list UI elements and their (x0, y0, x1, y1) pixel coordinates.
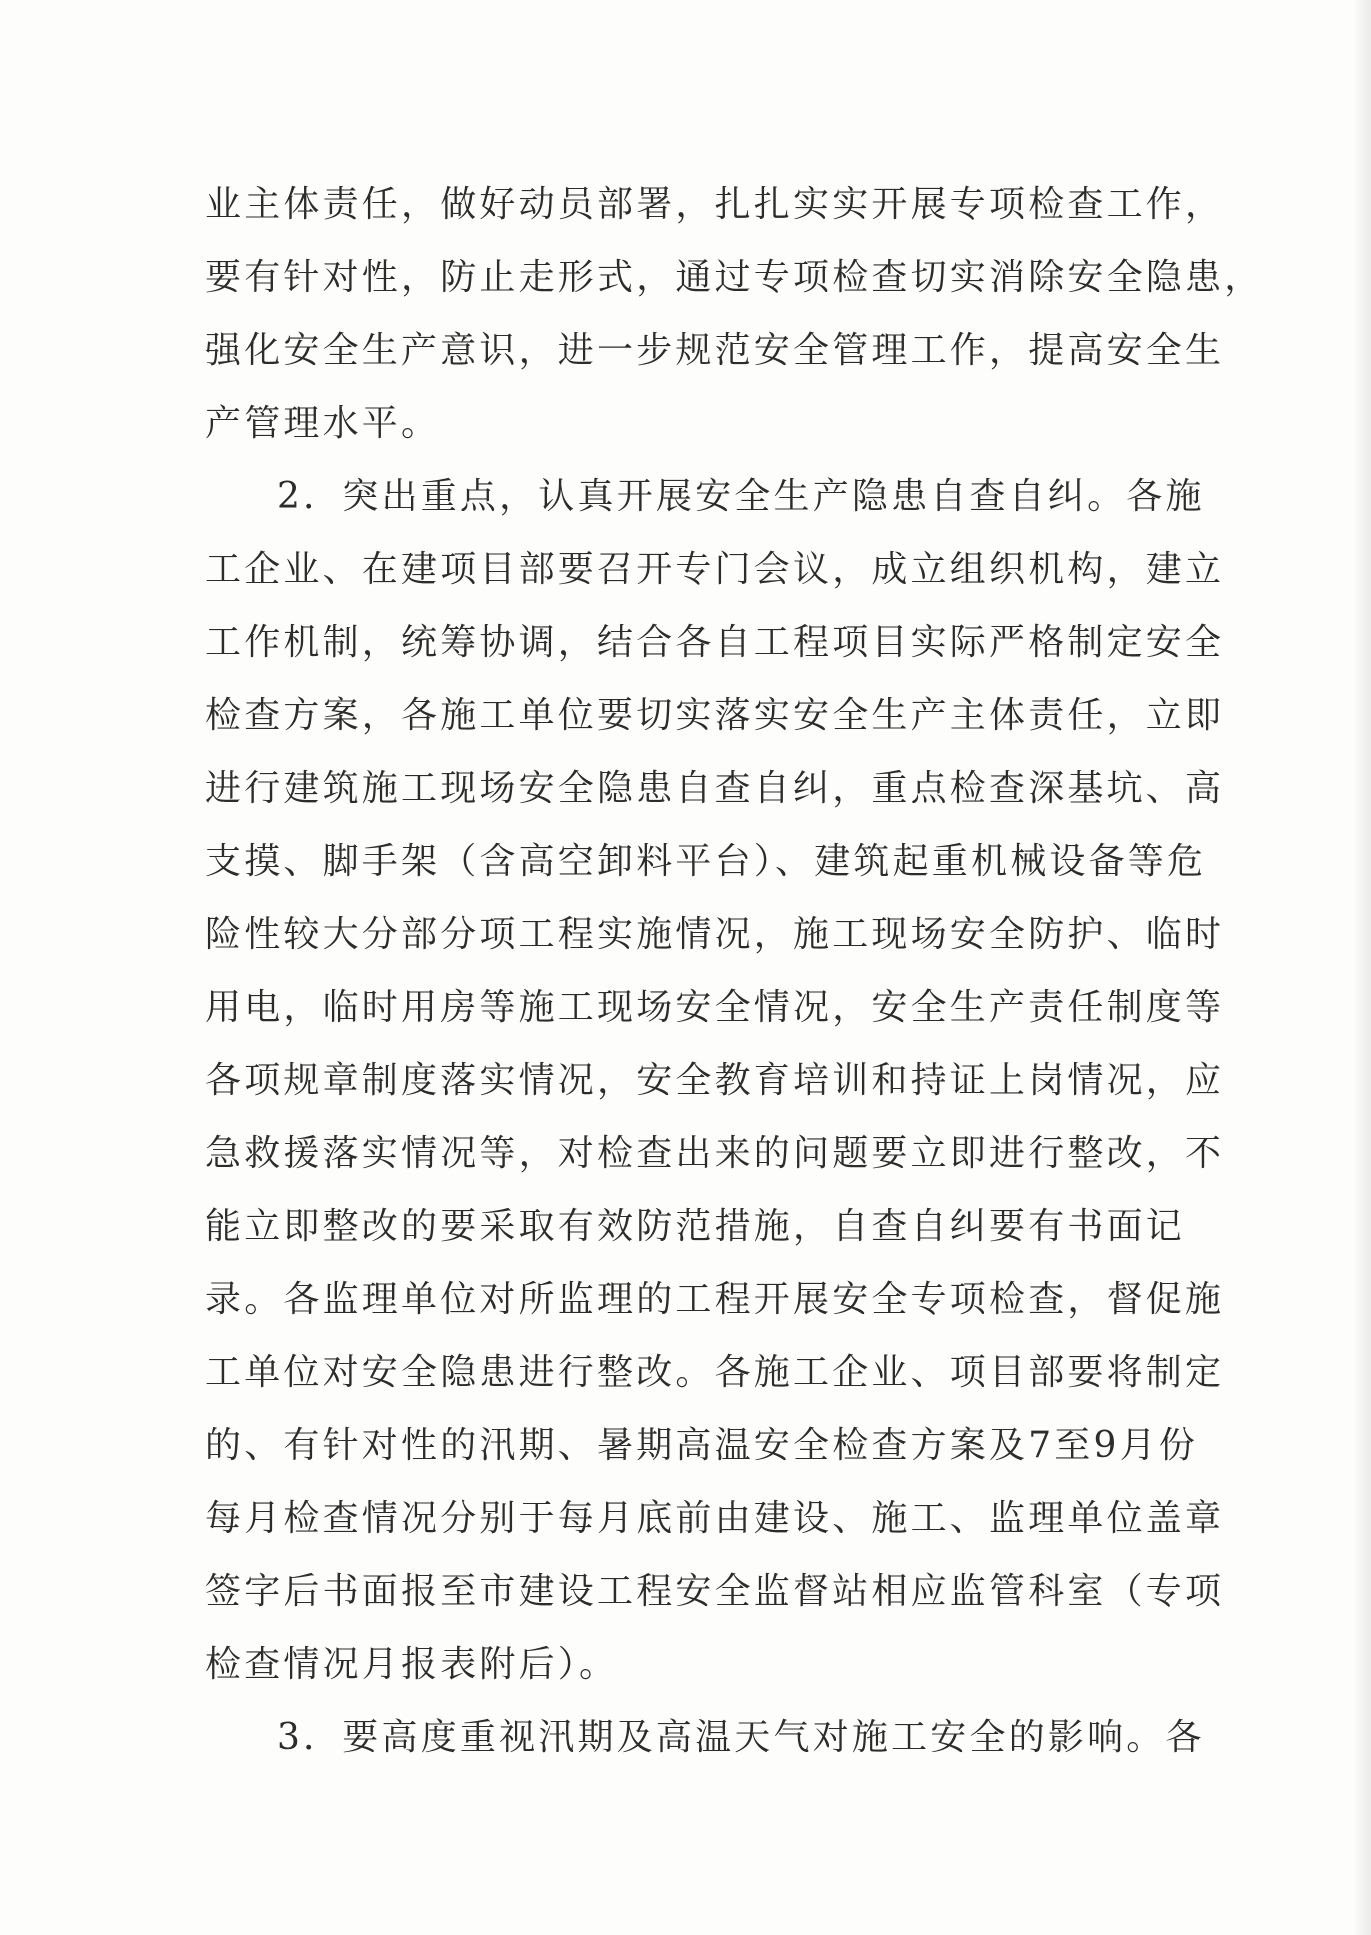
text-line: 检查情况月报表附后）。 (205, 1644, 619, 1685)
text-line: 支摸、脚手架（含高空卸料平台）、建筑起重机械设备等危 (205, 841, 1207, 882)
text-line: 急救援落实情况等，对检查出来的问题要立即进行整改，不 (205, 1133, 1225, 1174)
text-line: 签字后书面报至市建设工程安全监督站相应监管科室（专项 (205, 1571, 1225, 1612)
text-line: 用电，临时用房等施工现场安全情况，安全生产责任制度等 (205, 987, 1225, 1028)
text-line: 业主体责任，做好动员部署，扎扎实实开展专项检查工作， (205, 184, 1225, 225)
text-line: 工作机制，统筹协调，结合各自工程项目实际严格制定安全 (205, 622, 1225, 663)
text-line: 每月检查情况分别于每月底前由建设、施工、监理单位盖章 (205, 1498, 1225, 1539)
text-line: 进行建筑施工现场安全隐患自查自纠，重点检查深基坑、高 (205, 768, 1225, 809)
text-line: 各项规章制度落实情况，安全教育培训和持证上岗情况，应 (205, 1060, 1225, 1101)
text-line: 险性较大分部分项工程实施情况，施工现场安全防护、临时 (205, 914, 1225, 955)
text-line: 3．要高度重视汛期及高温天气对施工安全的影响。各 (277, 1717, 1205, 1758)
text-line: 要有针对性，防止走形式，通过专项检查切实消除安全隐患， (205, 257, 1264, 298)
text-line: 录。各监理单位对所监理的工程开展安全专项检查，督促施 (205, 1279, 1225, 1320)
page-edge-shadow (1353, 0, 1371, 1935)
text-line: 工单位对安全隐患进行整改。各施工企业、项目部要将制定 (205, 1352, 1225, 1393)
text-line: 的、有针对性的汛期、暑期高温安全检查方案及7至9月份 (205, 1425, 1199, 1466)
text-line: 工企业、在建项目部要召开专门会议，成立组织机构，建立 (205, 549, 1225, 590)
text-line: 2．突出重点，认真开展安全生产隐患自查自纠。各施 (277, 476, 1205, 517)
document-body (205, 168, 1264, 1774)
text-line: 检查方案，各施工单位要切实落实安全生产主体责任，立即 (205, 695, 1225, 736)
text-line: 强化安全生产意识，进一步规范安全管理工作，提高安全生 (205, 330, 1225, 371)
text-line: 产管理水平。 (205, 403, 441, 444)
text-line: 能立即整改的要采取有效防范措施，自查自纠要有书面记 (205, 1206, 1186, 1247)
